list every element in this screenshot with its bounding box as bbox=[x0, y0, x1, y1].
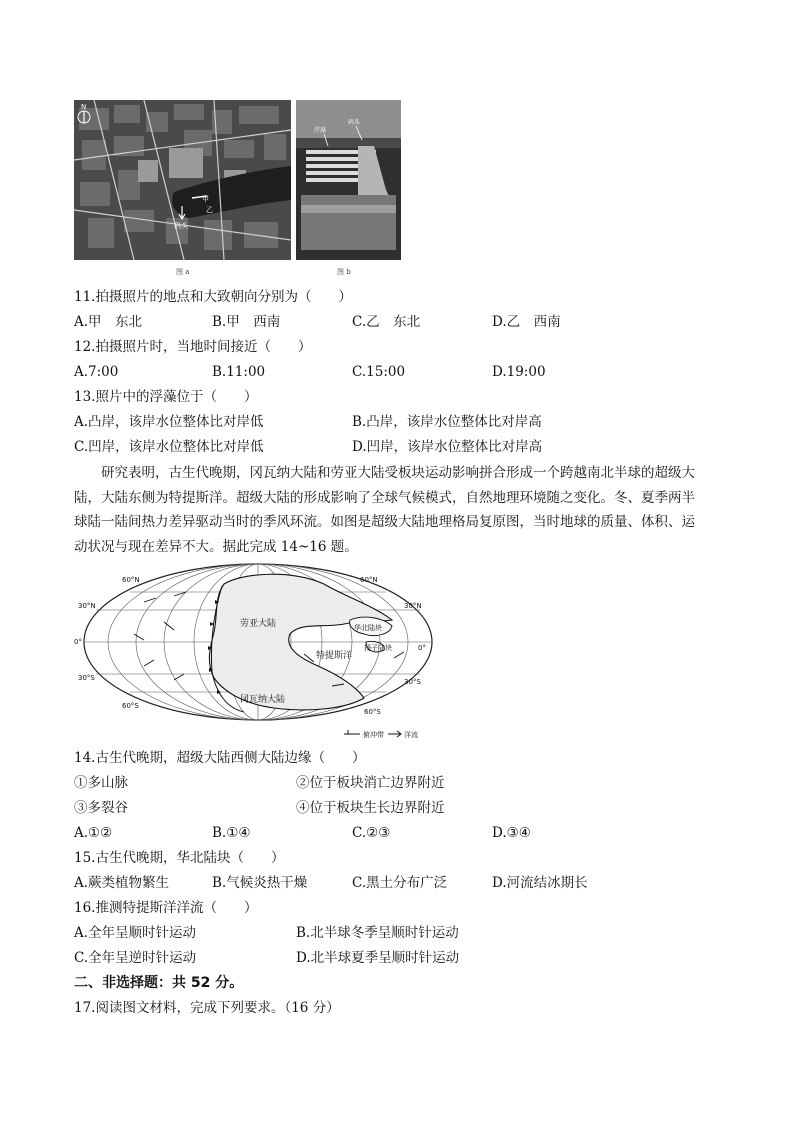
q12-option-a: A.7:00 bbox=[74, 364, 119, 380]
figure-a-aerial-photo bbox=[74, 100, 291, 260]
q15-option-d: D.河流结冰期长 bbox=[492, 875, 588, 891]
question-13-stem: 13.照片中的浮藻位于（ ） bbox=[74, 389, 258, 405]
lat-eq-left: 0° bbox=[74, 638, 82, 646]
question-11-stem: 11.拍摄照片的地点和大致朝向分别为（ ） bbox=[74, 289, 352, 305]
lat-eq-right: 0° bbox=[418, 644, 426, 652]
legend-subduction: 俯冲带 bbox=[363, 731, 384, 739]
figure-a-caption: 图 a bbox=[176, 268, 190, 276]
q12-option-d: D.19:00 bbox=[492, 364, 546, 380]
q14-item-3: ③多裂谷 bbox=[74, 800, 128, 816]
dock-photo-drawing bbox=[296, 100, 401, 260]
q16-option-a: A.全年呈顺时针运动 bbox=[74, 925, 197, 941]
figure-b-dock-photo bbox=[296, 100, 401, 260]
passage-line-3: 球陆一陆间热力差异驱动当时的季风环流。如图是超级大陆地理格局复原图，当时地球的质量、体积、运 bbox=[74, 514, 695, 530]
lat-30s-right: 30°S bbox=[404, 678, 421, 686]
label-yangtze: 扬子陆块 bbox=[364, 644, 392, 652]
q14-item-2: ②位于板块消亡边界附近 bbox=[296, 775, 445, 791]
lat-30s-left: 30°S bbox=[78, 674, 95, 682]
q11-option-a: A.甲 东北 bbox=[74, 314, 143, 330]
q13-option-b: B.凸岸，该岸水位整体比对岸高 bbox=[352, 414, 542, 430]
map-drawing bbox=[74, 562, 436, 742]
q14-item-4: ④位于板块生长边界附近 bbox=[296, 800, 445, 816]
legend-current: 洋流 bbox=[404, 731, 418, 739]
question-14-stem: 14.古生代晚期，超级大陆西侧大陆边缘（ ） bbox=[74, 750, 366, 766]
section-2-title: 二、非选择题：共 52 分。 bbox=[74, 975, 244, 991]
label-jia: 甲 bbox=[202, 195, 209, 203]
q11-option-b: B.甲 西南 bbox=[212, 314, 281, 330]
q14-option-b: B.①④ bbox=[212, 825, 251, 841]
q13-option-a: A.凸岸，该岸水位整体比对岸低 bbox=[74, 414, 264, 430]
question-12-stem: 12.拍摄照片时，当地时间接近（ ） bbox=[74, 339, 312, 355]
q16-option-b: B.北半球冬季呈顺时针运动 bbox=[296, 925, 459, 941]
lat-60n-right: 60°N bbox=[360, 576, 378, 584]
q14-option-c: C.②③ bbox=[352, 825, 391, 841]
aerial-photo-drawing bbox=[74, 100, 291, 260]
q15-option-a: A.蕨类植物繁生 bbox=[74, 875, 170, 891]
q16-option-d: D.北半球夏季呈顺时针运动 bbox=[296, 950, 460, 966]
lat-60s-right: 60°S bbox=[364, 708, 381, 716]
label-north-china: 华北陆块 bbox=[354, 624, 382, 632]
figure-b-caption: 图 b bbox=[337, 268, 351, 276]
q15-option-b: B.气候炎热干燥 bbox=[212, 875, 308, 891]
q13-option-c: C.凹岸，该岸水位整体比对岸低 bbox=[74, 439, 264, 455]
question-15-stem: 15.古生代晚期，华北陆块（ ） bbox=[74, 850, 285, 866]
q16-option-c: C.全年呈逆时针运动 bbox=[74, 950, 197, 966]
question-16-stem: 16.推测特提斯洋洋流（ ） bbox=[74, 900, 258, 916]
label-dock-a: 码头 bbox=[174, 222, 188, 230]
lat-60n-left: 60°N bbox=[122, 576, 140, 584]
label-tethys: 特提斯洋 bbox=[316, 651, 353, 661]
q14-item-1: ①多山脉 bbox=[74, 775, 128, 791]
north-label: N bbox=[81, 103, 87, 111]
q13-option-d: D.凹岸，该岸水位整体比对岸高 bbox=[352, 439, 543, 455]
q15-option-c: C.黑土分布广泛 bbox=[352, 875, 448, 891]
q11-option-c: C.乙 东北 bbox=[352, 314, 421, 330]
q14-option-a: A.①② bbox=[74, 825, 113, 841]
label-dock-b: 码头 bbox=[348, 119, 361, 126]
passage bbox=[74, 461, 724, 559]
lat-60s-left: 60°S bbox=[122, 702, 139, 710]
passage-line-4: 动状况与现在差异不大。据此完成 14~16 题。 bbox=[74, 538, 358, 555]
label-laurasia: 劳亚大陆 bbox=[240, 619, 277, 629]
label-yi: 乙 bbox=[206, 206, 213, 214]
passage-line-1: 研究表明，古生代晚期，冈瓦纳大陆和劳亚大陆受板块运动影响拼合形成一个跨越南北半球的超级大 bbox=[101, 465, 695, 481]
question-17-stem: 17.阅读图文材料，完成下列要求。（16 分） bbox=[74, 1000, 340, 1016]
lat-30n-right: 30°N bbox=[404, 602, 422, 610]
map-legend bbox=[344, 730, 418, 739]
label-gondwana: 冈瓦纳大陆 bbox=[240, 695, 286, 705]
q12-option-c: C.15:00 bbox=[352, 364, 406, 380]
supercontinent-map bbox=[74, 562, 436, 742]
q12-option-b: B.11:00 bbox=[212, 364, 266, 380]
lat-30n-left: 30°N bbox=[78, 602, 96, 610]
passage-line-2: 陆，大陆东侧为特提斯洋。超级大陆的形成影响了全球气候模式，自然地理环境随之变化。冬、夏季两半 bbox=[74, 489, 695, 506]
q11-option-d: D.乙 西南 bbox=[492, 314, 561, 330]
label-algae: 浮藻 bbox=[314, 127, 327, 134]
q14-option-d: D.③④ bbox=[492, 825, 531, 841]
